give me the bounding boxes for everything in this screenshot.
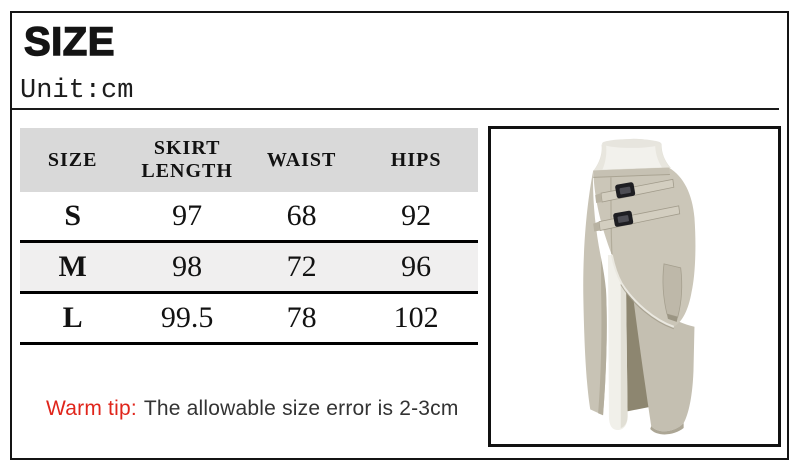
hips-value: 92 (401, 199, 432, 232)
page-title: SIZE (24, 20, 115, 64)
size-value: S (64, 199, 81, 232)
waist-value: 68 (286, 199, 317, 232)
skirt-length-value: 97 (172, 199, 203, 232)
product-photo-frame (488, 126, 781, 447)
skirt-length-value: 99.5 (160, 301, 214, 334)
skirt-product-photo (491, 129, 778, 444)
size-value: L (62, 301, 83, 334)
divider-line (12, 108, 779, 110)
header-waist: WAIST (266, 148, 337, 171)
hips-value: 96 (401, 250, 432, 283)
waist-value: 78 (286, 301, 317, 334)
waist-value: 72 (286, 250, 317, 283)
header-hips: HIPS (390, 148, 442, 171)
header-skirt-length: SKIRT LENGTH (141, 137, 233, 182)
warm-tip-text: The allowable size error is 2-3cm (143, 397, 459, 420)
table-row (20, 243, 478, 294)
table-header-row (20, 128, 478, 192)
warm-tip-label: Warm tip: (46, 397, 137, 420)
unit-label: Unit:cm (20, 76, 134, 106)
table-row (20, 192, 478, 243)
table-row (20, 294, 478, 345)
hips-value: 102 (393, 301, 439, 334)
size-value: M (58, 250, 87, 283)
warm-tip (46, 397, 459, 421)
header-size: SIZE (47, 148, 98, 171)
skirt-length-value: 98 (172, 250, 203, 283)
outer-frame (10, 11, 789, 460)
size-table (20, 128, 478, 345)
